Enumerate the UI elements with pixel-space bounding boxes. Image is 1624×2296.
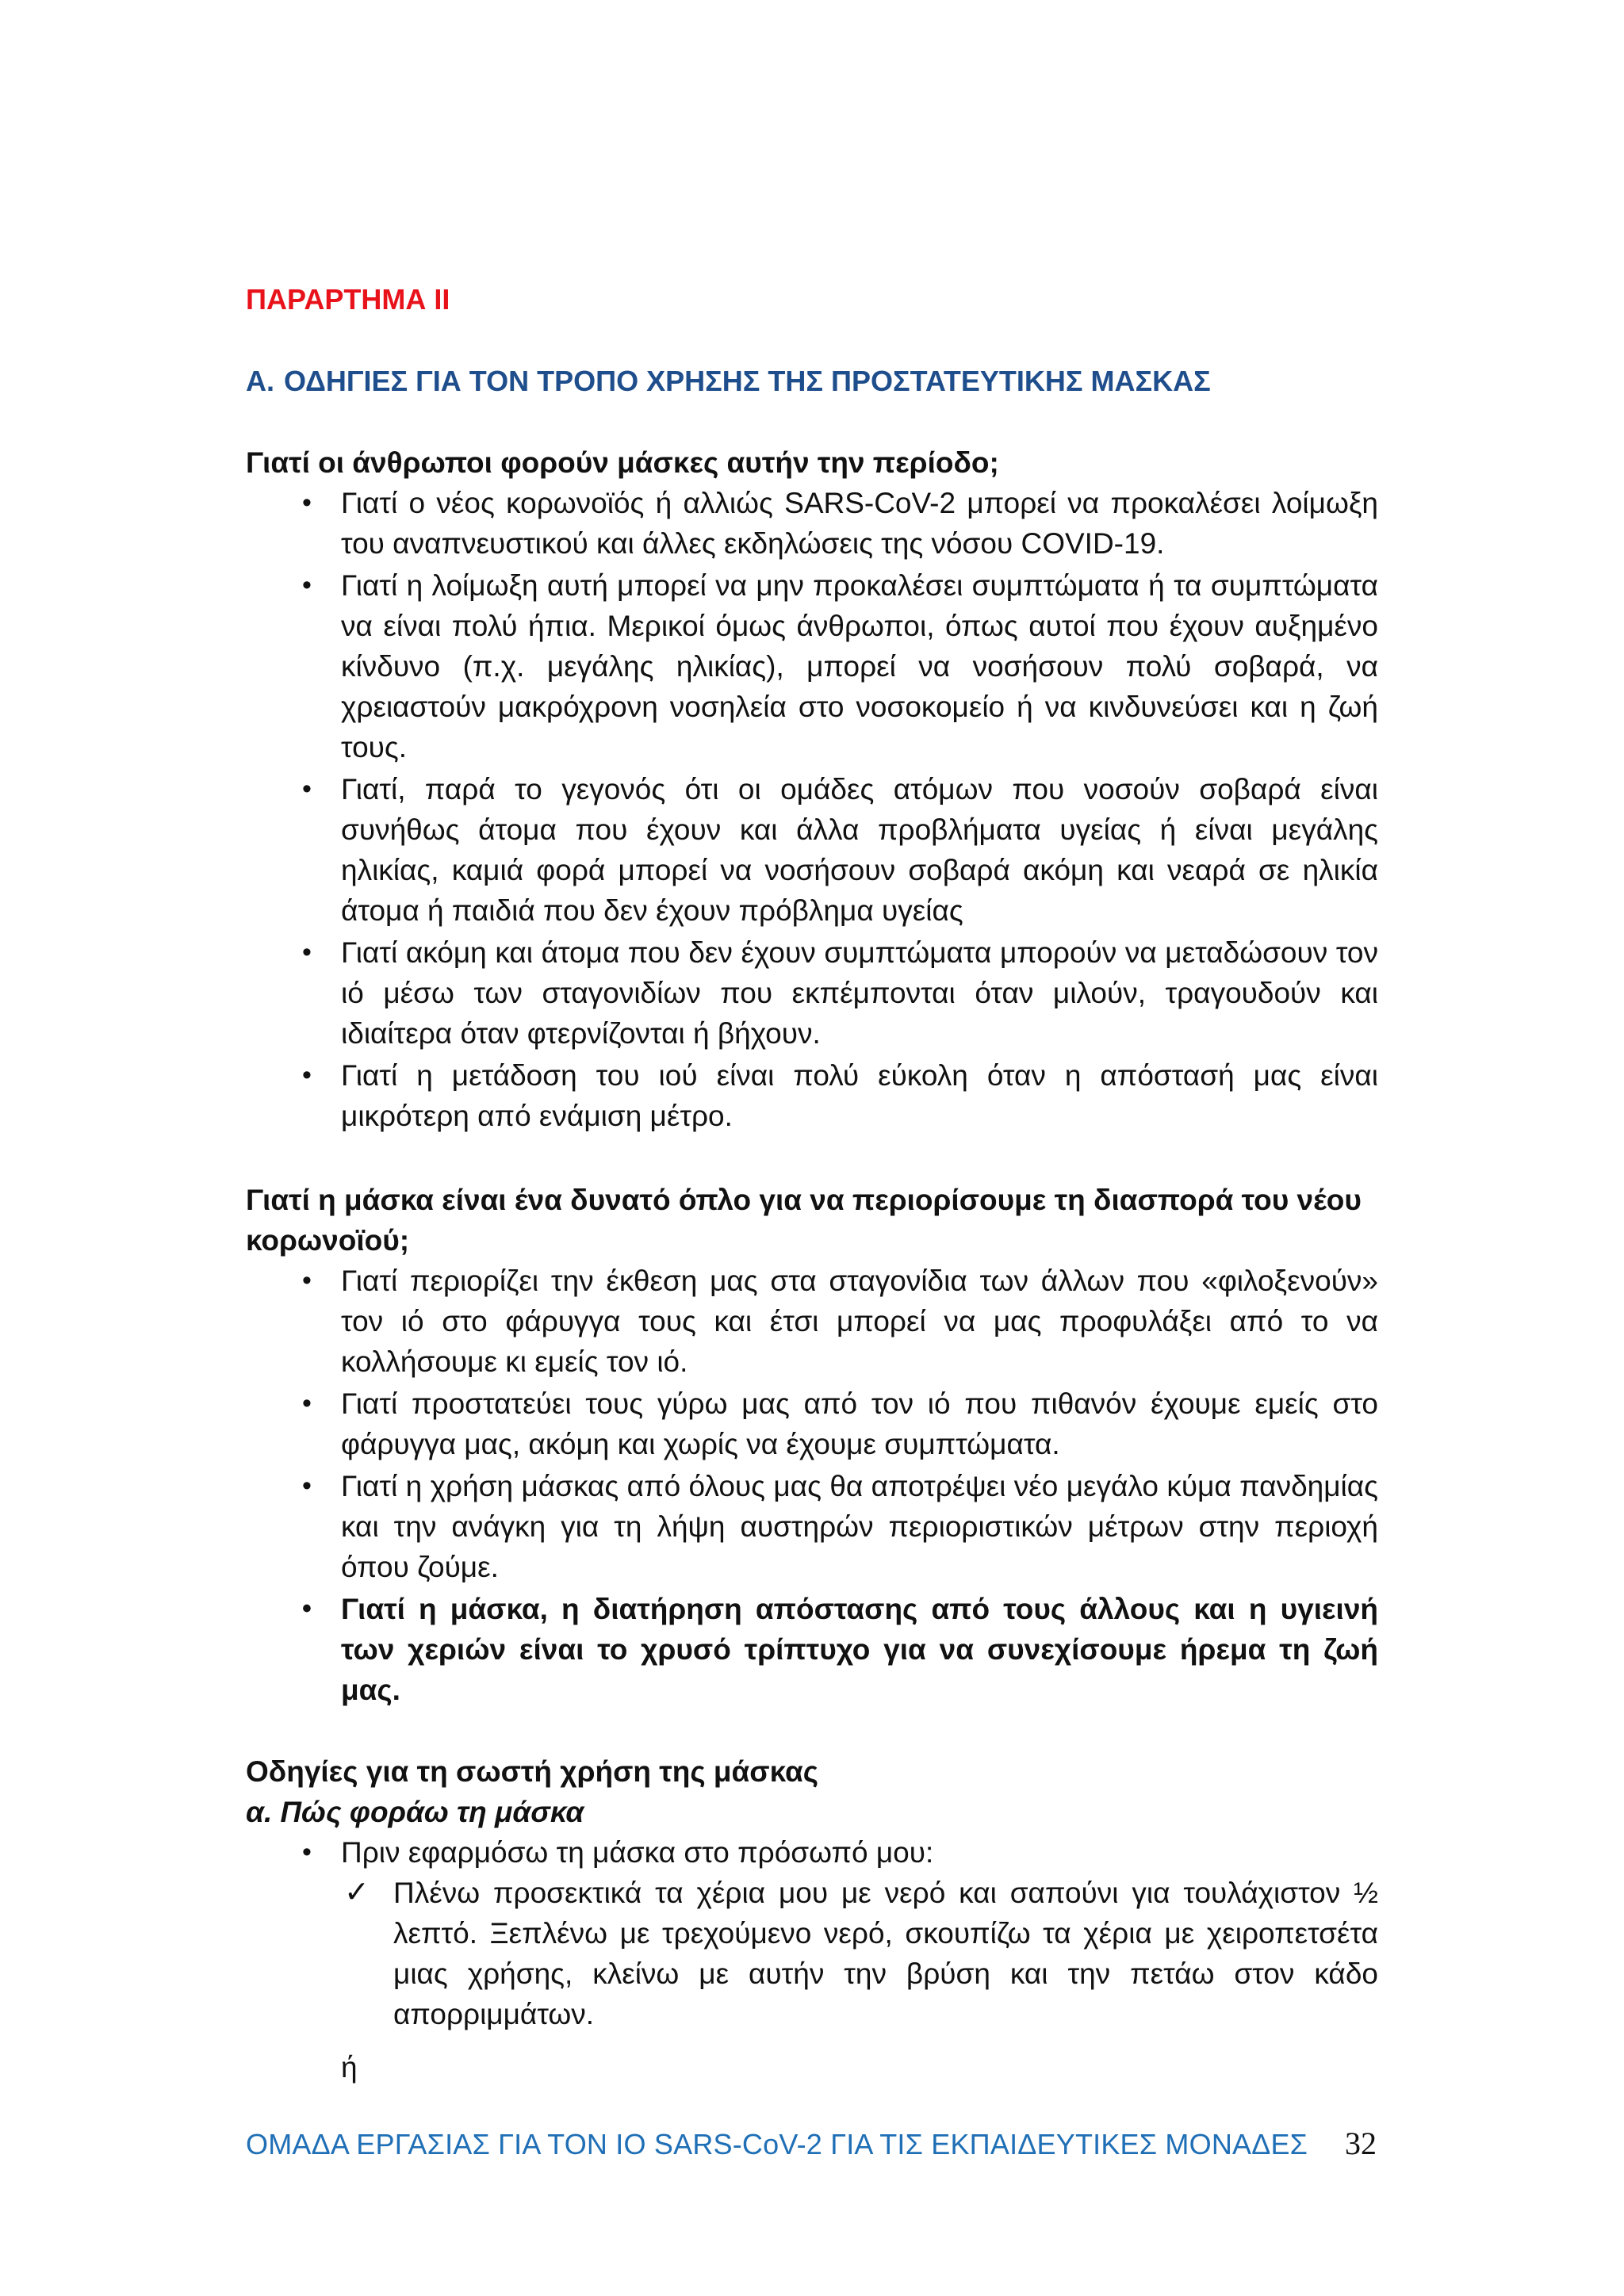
list-item — [246, 1261, 1378, 1382]
list-item-text: Πριν εφαρμόσω τη μάσκα στο πρόσωπό μου: — [341, 1836, 934, 1869]
instructions-list — [246, 1832, 1378, 2034]
list-item-text: Γιατί η χρήση μάσκας από όλους μας θα αποτρέψει νέο μεγάλο κύμα πανδημίας και την ανάγκη για τη λήψη αυστηρών περιοριστικών μέτρων στην περιοχή όπου ζούμε. — [341, 1470, 1378, 1583]
list-item-text: Γιατί η λοίμωξη αυτή μπορεί να μην προκαλέσει συμπτώματα ή τα συμπτώματα να είναι πολύ ήπια. Μερικοί όμως άνθρωποι, όπως αυτοί που έχουν αυξημένο κίνδυνο (π.χ. μεγάλης ηλικίας), μπορεί να νοσήσουν πολύ σοβαρά, να χρειαστούν μακρόχρονη νοσηλεία στο νοσοκομείο ή να κινδυνεύσει και η ζωή τους. — [341, 569, 1378, 763]
bullet-icon: • — [302, 1837, 312, 1867]
list-item — [246, 1466, 1378, 1587]
list-item-text: Γιατί ο νέος κορωνοϊός ή αλλιώς SARS-CoV-2 μπορεί να προκαλέσει λοίμωξη του αναπνευστικού και άλλες εκδηλώσεις της νόσου COVID-19. — [341, 487, 1378, 560]
check-item-text: Πλένω προσεκτικά τα χέρια μου με νερό και σαπούνι για τουλάχιστον ½ λεπτό. Ξεπλένω με τρεχούμενο νερό, σκουπίζω τα χέρια με χειροπετσέτα μιας χρήσης, κλείνω με αυτήν την βρύση και την πετάω στον κάδο απορριμμάτων. — [393, 1877, 1378, 2030]
bullet-icon: • — [302, 1060, 312, 1090]
list-item — [246, 1055, 1378, 1136]
bullet-icon: • — [302, 570, 312, 600]
bullet-icon: • — [302, 488, 312, 518]
list-item — [246, 1832, 1378, 2034]
footer-text: ΟΜΑΔΑ ΕΡΓΑΣΙΑΣ ΓΙΑ ΤΟΝ ΙΟ SARS-CoV-2 ΓΙΑ ΤΙΣ ΕΚΠΑΙΔΕΥΤΙΚΕΣ ΜΟΝΑΔΕΣ — [246, 2128, 1308, 2160]
bullet-icon: • — [302, 1388, 312, 1418]
instructions-title: Οδηγίες για τη σωστή χρήση της μάσκας — [246, 1755, 819, 1788]
bullet-icon: • — [302, 1471, 312, 1501]
why-masks-heading: Γιατί οι άνθρωποι φορούν μάσκες αυτήν την περίοδο; — [246, 446, 999, 479]
list-item-text: Γιατί προστατεύει τους γύρω μας από τον ιό που πιθανόν έχουμε εμείς στο φάρυγγα μας, ακόμη και χωρίς να έχουμε συμπτώματα. — [341, 1387, 1378, 1460]
mask-weapon-heading: Γιατί η μάσκα είναι ένα δυνατό όπλο για να περιορίσουμε τη διασπορά του νέου κορωνοϊού; — [246, 1184, 1362, 1257]
section-title — [246, 361, 1378, 401]
page-content — [246, 279, 1378, 2087]
check-list — [341, 1873, 1378, 2034]
list-item — [246, 769, 1378, 931]
bullet-icon: • — [302, 1265, 312, 1295]
bullet-icon: • — [302, 937, 312, 967]
list-item-text: Γιατί, παρά το γεγονός ότι οι ομάδες ατόμων που νοσούν σοβαρά είναι συνήθως άτομα που έχουν και άλλα προβλήματα υγείας ή είναι μεγάλης ηλικίας, καμιά φορά μπορεί να νοσήσουν σοβαρά ακόμη και νεαρά σε ηλικία άτομα ή παιδιά που δεν έχουν πρόβλημα υγείας — [341, 773, 1378, 927]
list-item-emphasis — [246, 1589, 1378, 1710]
or-text: ή — [341, 2051, 358, 2084]
annex-title: ΠΑΡΑΡΤΗΜΑ ΙΙ — [246, 283, 450, 316]
page-footer — [246, 2125, 1378, 2162]
list-item — [246, 483, 1378, 564]
check-item — [341, 1873, 1378, 2034]
checkmark-icon: ✓ — [344, 1876, 370, 1909]
list-item-text: Γιατί περιορίζει την έκθεση μας στα σταγονίδια των άλλων που «φιλοξενούν» τον ιό στο φάρυγγα τους και έτσι μπορεί να μας προφυλάξει από το να κολλήσουμε κι εμείς τον ιό. — [341, 1265, 1378, 1378]
mask-weapon-list — [246, 1261, 1378, 1710]
section-title-text: ΟΔΗΓΙΕΣ ΓΙΑ ΤΟΝ ΤΡΟΠΟ ΧΡΗΣΗΣ ΤΗΣ ΠΡΟΣΤΑΤΕΥΤΙΚΗΣ ΜΑΣΚΑΣ — [284, 365, 1211, 397]
bullet-icon: • — [302, 1594, 312, 1624]
list-item — [246, 932, 1378, 1054]
page-number: 32 — [1345, 2126, 1377, 2161]
list-item — [246, 1383, 1378, 1464]
bullet-icon: • — [302, 774, 312, 804]
list-item-text: Γιατί η μετάδοση του ιού είναι πολύ εύκολη όταν η απόστασή μας είναι μικρότερη από ενάμιση μέτρο. — [341, 1059, 1378, 1132]
list-item — [246, 565, 1378, 767]
section-number: Α. — [246, 365, 274, 397]
instructions-subtitle: α. Πώς φοράω τη μάσκα — [246, 1796, 584, 1828]
list-item-text: Γιατί η μάσκα, η διατήρηση απόστασης από τους άλλους και η υγιεινή των χεριών είναι το χρυσό τρίπτυχο για να συνεχίσουμε ήρεμα τη ζωή μας. — [341, 1593, 1378, 1706]
why-masks-list — [246, 483, 1378, 1136]
list-item-text: Γιατί ακόμη και άτομα που δεν έχουν συμπτώματα μπορούν να μεταδώσουν τον ιό μέσω των σταγονιδίων που εκπέμπονται όταν μιλούν, τραγουδούν και ιδιαίτερα όταν φτερνίζονται ή βήχουν. — [341, 936, 1378, 1050]
